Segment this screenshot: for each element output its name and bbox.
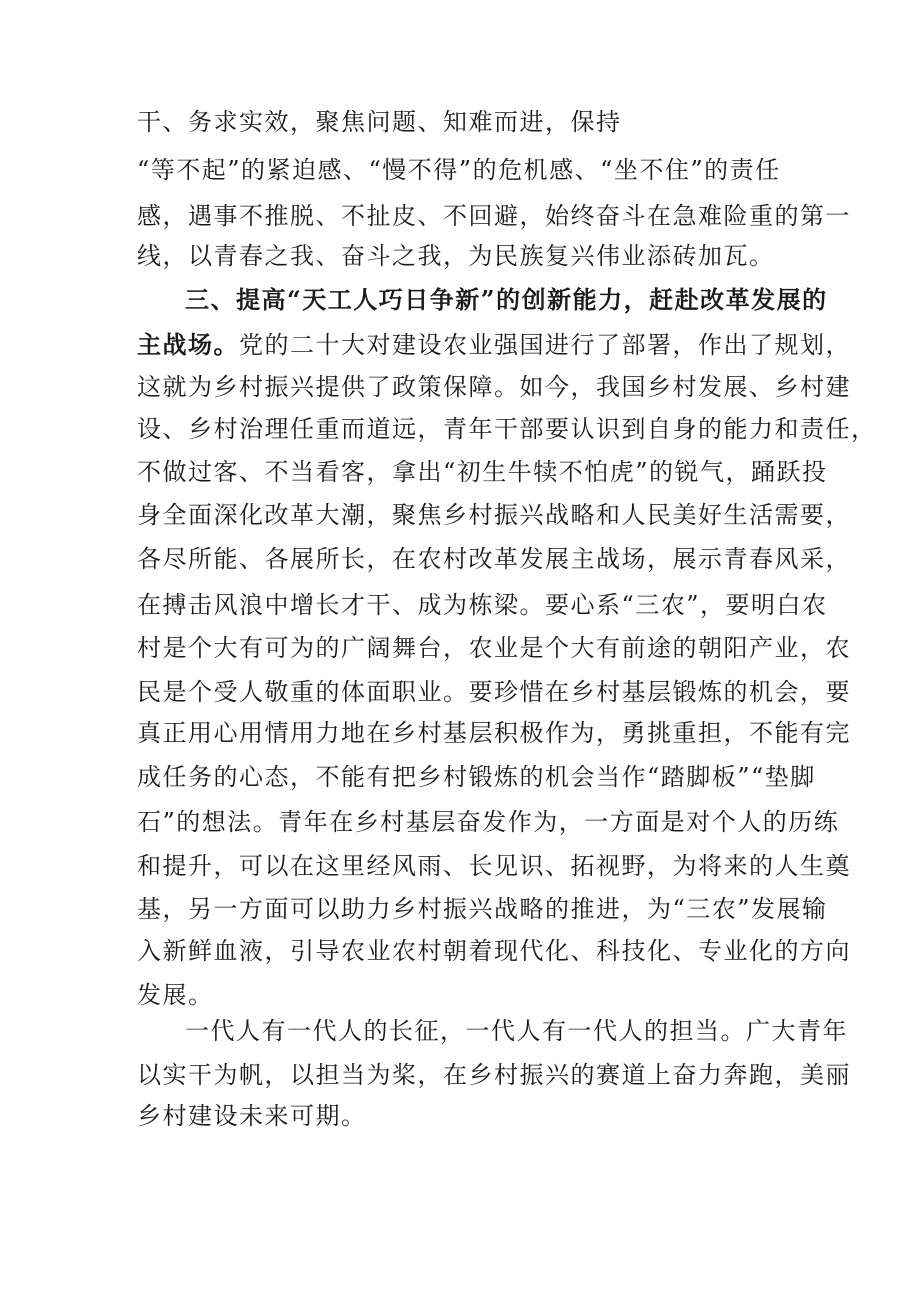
text-line: 以实干为帆，以担当为桨，在乡村振兴的赛道上奋力奔跑，美丽 [137, 1061, 851, 1089]
text-line: “等不起”的紧迫感、“慢不得”的危机感、“坐不住”的责任 [137, 156, 781, 184]
text-line: 发展。 [137, 981, 214, 1009]
text-line: 村是个大有可为的广阔舞台，农业是个大有前途的朝阳产业，农 [137, 634, 851, 662]
text-line: 一代人有一代人的长征，一代人有一代人的担当。广大青年 [185, 1017, 848, 1045]
section-heading-continued: 主战场。 [137, 330, 239, 359]
text-line: 设、乡村治理任重而道远，青年干部要认识到自身的能力和责任， [137, 415, 877, 443]
text-line: 身全面深化改革大潮，聚焦乡村振兴战略和人民美好生活需要， [137, 501, 851, 529]
text-line: 乡村建设未来可期。 [137, 1102, 367, 1130]
text-line: 这就为乡村振兴提供了政策保障。如今，我国乡村发展、乡村建 [137, 373, 851, 401]
text-line: 在搏击风浪中增长才干、成为栋梁。要心系“三农”，要明白农 [137, 591, 828, 619]
section-heading: 三、提高“天工人巧日争新”的创新能力，赶赴改革发展的 [185, 285, 828, 314]
text-run: 党的二十大对建设农业强国进行了部署，作出了规划， [239, 331, 851, 359]
text-line: 真正用心用情用力地在乡村基层积极作为，勇挑重担，不能有完 [137, 719, 851, 747]
text-line: 成任务的心态，不能有把乡村锻炼的机会当作“踏脚板”“垫脚 [137, 763, 816, 791]
text-line: 线，以青春之我、奋斗之我，为民族复兴伟业添砖加瓦。 [137, 242, 775, 270]
text-line: 不做过客、不当看客，拿出“初生牛犊不怕虎”的锐气，踊跃投 [137, 458, 828, 486]
text-line: 和提升，可以在这里经风雨、长见识、拓视野，为将来的人生奠 [137, 852, 851, 880]
text-line [137, 330, 851, 360]
text-line: 基，另一方面可以助力乡村振兴战略的推进，为“三农”发展输 [137, 895, 828, 923]
text-line: 干、务求实效，聚焦问题、知难而进，保持 [137, 108, 622, 136]
text-line: 民是个受人敬重的体面职业。要珍惜在乡村基层锻炼的机会，要 [137, 678, 851, 706]
text-line: 感，遇事不推脱、不扯皮、不回避，始终奋斗在急难险重的第一 [137, 202, 851, 230]
text-line: 入新鲜血液，引导农业农村朝着现代化、科技化、专业化的方向 [137, 937, 851, 965]
text-line: 石”的想法。青年在乡村基层奋发作为，一方面是对个人的历练 [137, 808, 840, 836]
text-line: 各尽所能、各展所长，在农村改革发展主战场，展示青春风采， [137, 545, 851, 573]
